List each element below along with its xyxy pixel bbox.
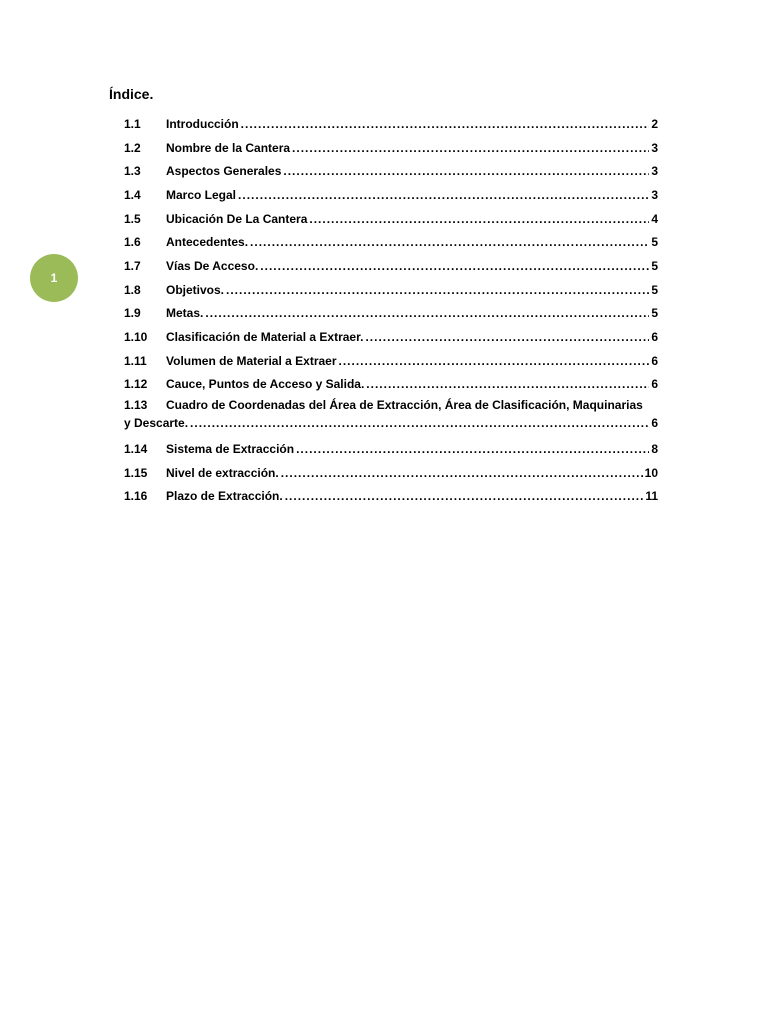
toc-entry[interactable] — [124, 349, 658, 373]
toc-entry[interactable] — [124, 230, 658, 254]
toc-entry-number: 1.7 — [124, 258, 141, 273]
toc-entry-number: 1.4 — [124, 187, 141, 202]
toc-entry[interactable] — [124, 396, 658, 437]
toc-entry[interactable] — [124, 325, 658, 349]
toc-entry[interactable] — [124, 485, 658, 509]
toc-entry[interactable] — [124, 278, 658, 302]
toc-entry-label: Sistema de Extracción — [166, 442, 295, 457]
toc-entry-page: 5 — [651, 306, 658, 321]
toc-entry-number: 1.11 — [124, 353, 147, 368]
toc-entry[interactable] — [124, 302, 658, 326]
toc-entry[interactable] — [124, 461, 658, 485]
toc-entry[interactable] — [124, 373, 658, 397]
toc-entry-page: 11 — [645, 489, 658, 504]
toc-entry-label: Introducción — [166, 116, 239, 131]
toc-entry-number: 1.10 — [124, 330, 148, 345]
toc-entry-number: 1.5 — [124, 211, 141, 226]
toc-dot-leader — [285, 489, 644, 503]
toc-entry-label: Metas. — [166, 306, 204, 321]
toc-title: Índice. — [109, 86, 154, 102]
toc-entry-label: Nivel de extracción. — [166, 465, 279, 480]
toc-dot-leader — [281, 466, 643, 480]
toc-dot-leader — [292, 141, 649, 155]
toc-entry-label: Aspectos Generales — [166, 164, 282, 179]
toc-dot-leader — [205, 306, 649, 320]
toc-entry-page: 6 — [651, 377, 658, 392]
toc-entry-label: Nombre de la Cantera — [166, 140, 291, 155]
toc-entry-page: 3 — [651, 140, 658, 155]
toc-entry-number: 1.3 — [124, 164, 141, 179]
toc-entry-page: 3 — [651, 187, 658, 202]
toc-entry-number: 1.1 — [124, 116, 141, 131]
toc-dot-leader — [190, 416, 649, 430]
toc-entry[interactable] — [124, 254, 658, 278]
toc-entry-page: 4 — [651, 211, 658, 226]
toc-dot-leader — [260, 259, 649, 273]
toc-entry-number: 1.9 — [124, 306, 141, 321]
table-of-contents — [124, 112, 658, 508]
toc-entry-label: Ubicación De La Cantera — [166, 211, 308, 226]
toc-dot-leader — [283, 164, 649, 178]
toc-entry-page: 2 — [651, 116, 658, 131]
toc-entry-label: Cuadro de Coordenadas del Área de Extracción, Área de Clasificación, Maquinarias — [166, 398, 643, 413]
toc-dot-leader — [339, 354, 650, 368]
toc-dot-leader — [226, 283, 649, 297]
toc-entry[interactable] — [124, 183, 658, 207]
toc-dot-leader — [238, 188, 649, 202]
toc-entry-number: 1.2 — [124, 140, 141, 155]
toc-dot-leader — [366, 377, 649, 391]
toc-entry-label: Clasificación de Material a Extraer. — [166, 330, 364, 345]
toc-entry-number: 1.6 — [124, 235, 141, 250]
toc-entry-number: 1.16 — [124, 489, 148, 504]
page-number-badge: 1 — [30, 254, 78, 302]
toc-entry-page: 5 — [651, 258, 658, 273]
toc-entry-number: 1.12 — [124, 377, 148, 392]
toc-dot-leader — [296, 442, 649, 456]
toc-entry-page: 5 — [651, 235, 658, 250]
toc-entry-number: 1.13 — [124, 398, 148, 413]
toc-entry-page: 8 — [651, 442, 658, 457]
toc-entry-label-continued: y Descarte. — [124, 416, 189, 431]
toc-dot-leader — [365, 330, 649, 344]
toc-entry-label: Plazo de Extracción. — [166, 489, 283, 504]
toc-entry-label: Objetivos. — [166, 282, 225, 297]
toc-entry-label: Marco Legal — [166, 187, 237, 202]
toc-entry-label: Volumen de Material a Extraer — [166, 353, 337, 368]
toc-entry-page: 5 — [651, 282, 658, 297]
toc-entry[interactable] — [124, 112, 658, 136]
toc-entry-page: 6 — [651, 353, 658, 368]
toc-entry[interactable] — [124, 136, 658, 160]
toc-entry-label: Cauce, Puntos de Acceso y Salida. — [166, 377, 365, 392]
toc-dot-leader — [250, 235, 649, 249]
toc-entry-page: 6 — [651, 416, 658, 431]
toc-entry[interactable] — [124, 159, 658, 183]
toc-entry[interactable] — [124, 207, 658, 231]
toc-dot-leader — [309, 212, 649, 226]
toc-entry-label: Antecedentes. — [166, 235, 249, 250]
toc-entry-page: 3 — [651, 164, 658, 179]
toc-entry-page: 10 — [644, 465, 658, 480]
toc-dot-leader — [241, 117, 650, 131]
toc-entry[interactable] — [124, 437, 658, 461]
toc-entry-label: Vías De Acceso. — [166, 258, 259, 273]
toc-entry-number: 1.14 — [124, 442, 148, 457]
toc-entry-number: 1.8 — [124, 282, 141, 297]
toc-entry-number: 1.15 — [124, 465, 148, 480]
toc-entry-page: 6 — [651, 330, 658, 345]
